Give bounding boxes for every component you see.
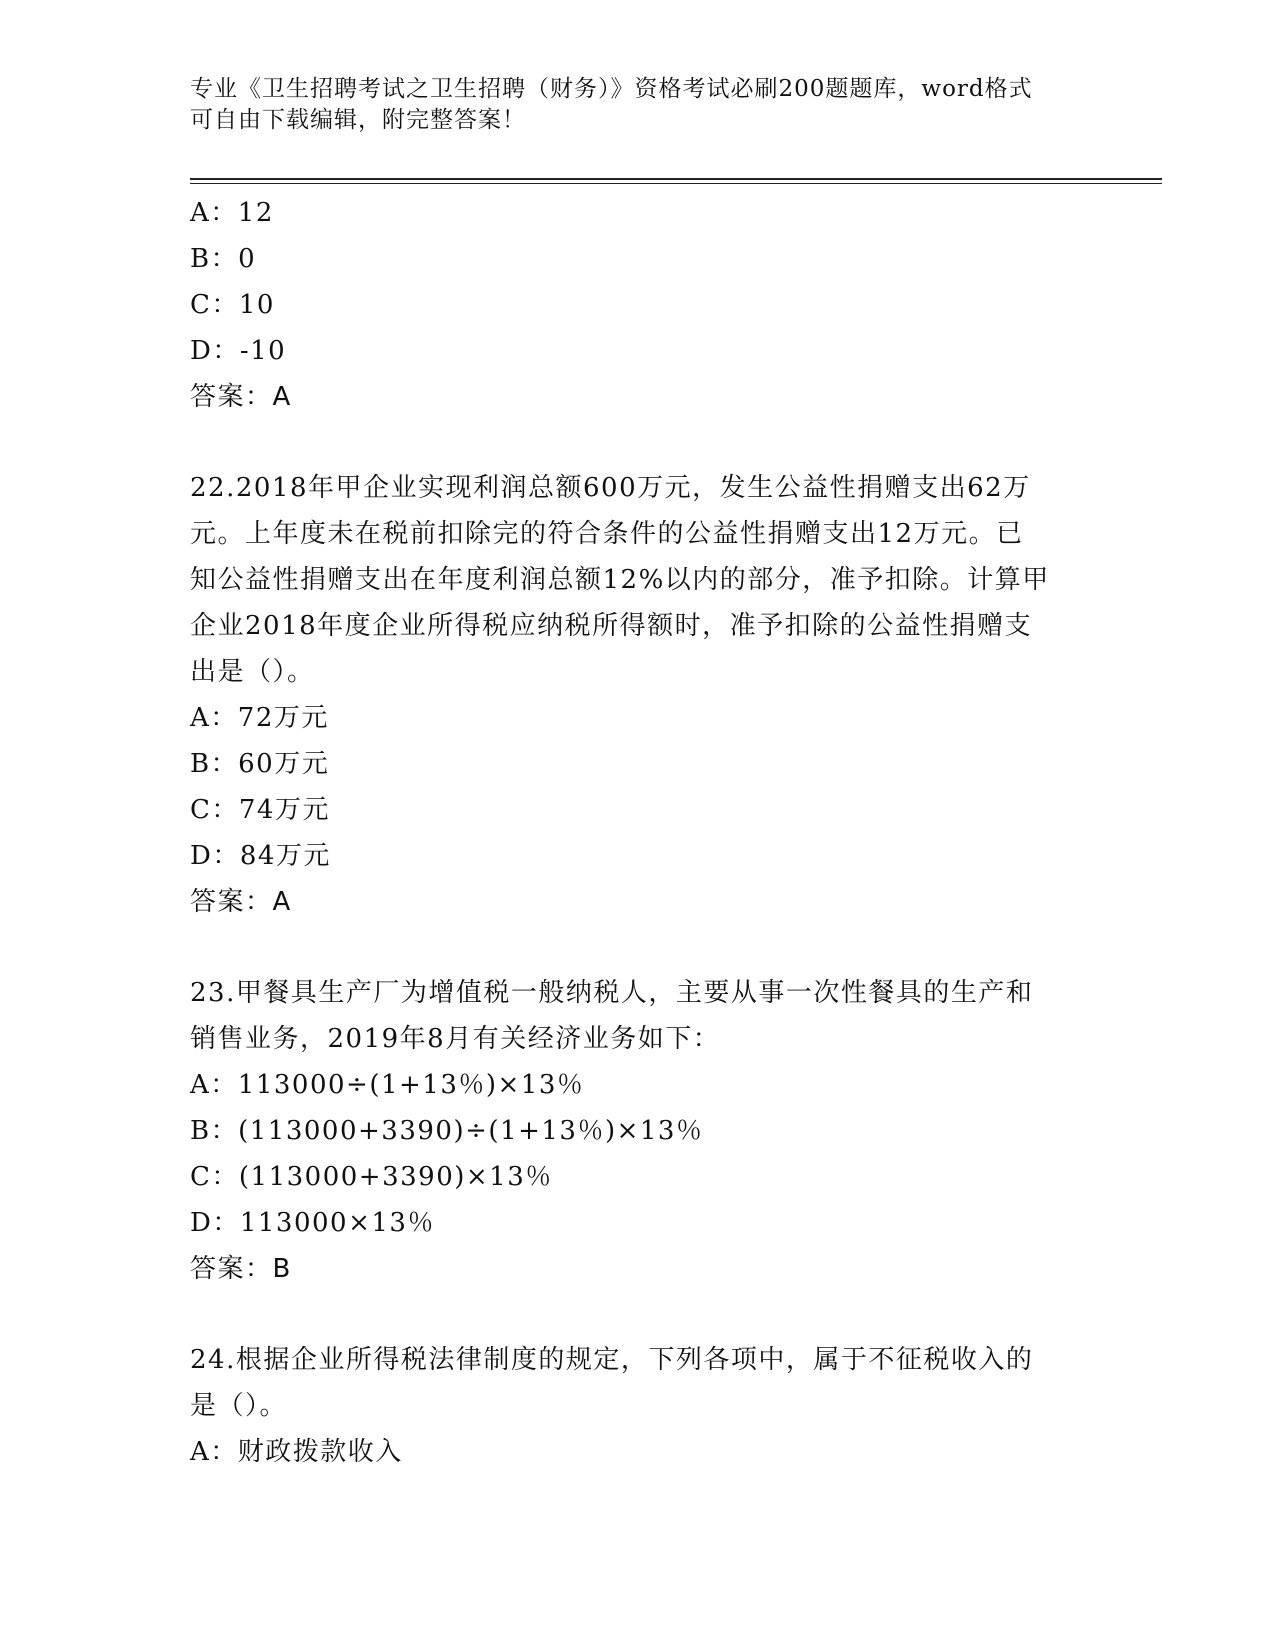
option-b: B：(113000+3390)÷(1+13％)×13％ [190,1116,704,1146]
question-text-line: 知公益性捐赠支出在年度利润总额12%以内的部分，准予扣除。计算甲 [190,565,1050,595]
option-c: C：10 [190,290,275,320]
header-title-line-2: 可自由下载编辑，附完整答案！ [190,107,526,133]
question-content [190,190,1090,1475]
option-b: B：60万元 [190,749,330,779]
option-a: A：财政拨款收入 [190,1437,403,1467]
question-text-line: 22.2018年甲企业实现利润总额600万元，发生公益性捐赠支出62万 [190,473,1031,503]
document-header [190,74,1090,136]
question-text-line: 是（）。 [190,1391,288,1421]
option-d: D：-10 [190,336,287,366]
header-divider-thin [190,183,1162,184]
answer-line: 答案：B [190,1254,292,1284]
question-23 [190,970,1090,1292]
option-c: C：(113000+3390)×13％ [190,1162,553,1192]
question-text-line: 销售业务，2019年8月有关经济业务如下： [190,1024,721,1054]
header-divider-thick [190,178,1162,180]
spacer [190,1292,1090,1337]
option-b: B：0 [190,244,257,274]
option-c: C：74万元 [190,795,330,825]
question-text-line: 23.甲餐具生产厂为增值税一般纳税人，主要从事一次性餐具的生产和 [190,978,1034,1008]
option-d: D：84万元 [190,841,331,871]
option-a: A：72万元 [190,703,329,733]
question-text-line: 企业2018年度企业所得税应纳税所得额时，准予扣除的公益性捐赠支 [190,611,1033,641]
question-text-line: 24.根据企业所得税法律制度的规定，下列各项中，属于不征税收入的 [190,1345,1034,1375]
spacer [190,420,1090,465]
question-22 [190,465,1090,925]
spacer [190,925,1090,970]
question-21 [190,190,1090,420]
option-a: A：12 [190,198,274,228]
option-a: A：113000÷(1+13％)×13％ [190,1070,585,1100]
question-text-line: 出是（）。 [190,657,315,687]
question-24 [190,1337,1090,1475]
option-d: D：113000×13％ [190,1208,435,1238]
answer-line: 答案：A [190,382,292,412]
answer-line: 答案：A [190,887,292,917]
header-title-line-1: 专业《卫生招聘考试之卫生招聘（财务）》资格考试必刷200题题库，word格式 [190,76,1033,102]
question-text-line: 元。上年度未在税前扣除完的符合条件的公益性捐赠支出12万元。已 [190,519,1024,549]
